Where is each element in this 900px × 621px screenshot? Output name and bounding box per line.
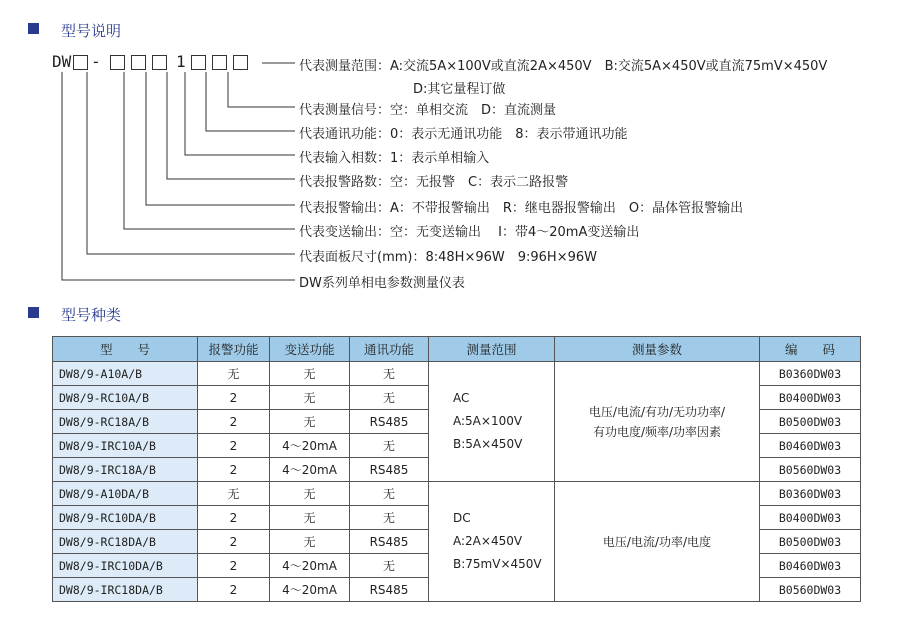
cell-alarm: 2 (198, 554, 270, 578)
code-prefix: DW (52, 52, 72, 71)
cell-alarm: 2 (198, 578, 270, 602)
desc-series: DW系列单相电参数测量仪表 (299, 276, 465, 291)
cell-transmit: 无 (270, 530, 350, 554)
cell-code: B0500DW03 (760, 410, 861, 434)
cell-transmit: 4～20mA (270, 578, 350, 602)
cell-code: B0360DW03 (760, 362, 861, 386)
cell-alarm: 2 (198, 458, 270, 482)
range-line: B:5A×450V (453, 437, 523, 451)
range-line: A:2A×450V (453, 534, 523, 548)
cell-params (555, 362, 760, 482)
code-fixed-digit: 1 (176, 52, 186, 71)
code-dash: - (91, 52, 101, 71)
desc-alarm-count: 代表报警路数：空：无报警 C：表示二路报警 (299, 175, 569, 190)
cell-transmit: 无 (270, 386, 350, 410)
header-range: 测量范围 (429, 337, 555, 362)
desc-comm: 代表通讯功能：0：表示无通讯功能 8：表示带通讯功能 (299, 127, 628, 142)
range-line: B:75mV×450V (453, 557, 542, 571)
cell-alarm: 无 (198, 362, 270, 386)
section-title-model-types (28, 304, 121, 325)
cell-transmit: 4～20mA (270, 554, 350, 578)
section-title-text: 型号说明 (61, 22, 122, 40)
cell-comm: RS485 (350, 530, 429, 554)
cell-model: DW8/9-IRC18A/B (53, 458, 198, 482)
cell-comm: RS485 (350, 410, 429, 434)
cell-comm: 无 (350, 506, 429, 530)
cell-model: DW8/9-RC10A/B (53, 386, 198, 410)
cell-transmit: 4～20mA (270, 434, 350, 458)
cell-comm: 无 (350, 554, 429, 578)
cell-comm: 无 (350, 362, 429, 386)
cell-code: B0460DW03 (760, 434, 861, 458)
cell-code: B0500DW03 (760, 530, 861, 554)
range-line: AC (453, 391, 470, 405)
desc-phase: 代表输入相数：1：表示单相输入 (299, 151, 490, 166)
cell-alarm: 2 (198, 506, 270, 530)
cell-comm: 无 (350, 434, 429, 458)
range-line: DC (453, 511, 471, 525)
cell-transmit: 无 (270, 506, 350, 530)
cell-alarm: 2 (198, 530, 270, 554)
desc-alarm-output: 代表报警输出：A：不带报警输出 R：继电器报警输出 O：晶体管报警输出 (299, 201, 744, 216)
desc-signal: 代表测量信号：空：单相交流 D：直流测量 (299, 103, 557, 118)
cell-transmit: 无 (270, 362, 350, 386)
header-params: 测量参数 (555, 337, 760, 362)
cell-range (429, 362, 555, 482)
params-line: 有功电度/频率/功率因素 (592, 424, 722, 439)
cell-comm: RS485 (350, 578, 429, 602)
params-line: 电压/电流/有功/无功功率/ (588, 404, 726, 419)
desc-range-custom: D:其它量程订做 (413, 82, 506, 97)
section-bullet-icon (28, 307, 39, 318)
cell-comm: 无 (350, 482, 429, 506)
cell-alarm: 2 (198, 386, 270, 410)
cell-alarm: 无 (198, 482, 270, 506)
cell-range (429, 482, 555, 602)
header-alarm: 报警功能 (198, 337, 270, 362)
section-title-text: 型号种类 (61, 306, 122, 324)
cell-comm: 无 (350, 386, 429, 410)
cell-comm: RS485 (350, 458, 429, 482)
cell-alarm: 2 (198, 410, 270, 434)
cell-model: DW8/9-IRC18DA/B (53, 578, 198, 602)
cell-model: DW8/9-IRC10DA/B (53, 554, 198, 578)
cell-model: DW8/9-A10A/B (53, 362, 198, 386)
cell-model: DW8/9-IRC10A/B (53, 434, 198, 458)
cell-code: B0360DW03 (760, 482, 861, 506)
range-line: A:5A×100V (453, 414, 523, 428)
table-row (53, 482, 861, 506)
cell-code: B0560DW03 (760, 458, 861, 482)
table-row (53, 362, 861, 386)
cell-model: DW8/9-RC18DA/B (53, 530, 198, 554)
cell-code: B0460DW03 (760, 554, 861, 578)
cell-transmit: 无 (270, 410, 350, 434)
cell-model: DW8/9-RC18A/B (53, 410, 198, 434)
cell-code: B0400DW03 (760, 506, 861, 530)
desc-transmit: 代表变送输出：空：无变送输出 I：带4～20mA变送输出 (299, 225, 640, 240)
params-line: 电压/电流/功率/电度 (602, 534, 712, 549)
header-model: 型 号 (53, 337, 198, 362)
desc-panel-size: 代表面板尺寸(mm)：8:48H×96W 9:96H×96W (299, 250, 597, 265)
header-code: 编 码 (760, 337, 861, 362)
cell-transmit: 无 (270, 482, 350, 506)
cell-code: B0400DW03 (760, 386, 861, 410)
cell-params (555, 482, 760, 602)
cell-code: B0560DW03 (760, 578, 861, 602)
model-table (52, 336, 861, 602)
cell-model: DW8/9-A10DA/B (53, 482, 198, 506)
header-comm: 通讯功能 (350, 337, 429, 362)
header-transmit: 变送功能 (270, 337, 350, 362)
table-header-row (53, 337, 861, 362)
cell-transmit: 4～20mA (270, 458, 350, 482)
desc-range: 代表测量范围：A:交流5A×100V或直流2A×450V B:交流5A×450V或直流75mV×450V (299, 59, 828, 74)
cell-model: DW8/9-RC10DA/B (53, 506, 198, 530)
cell-alarm: 2 (198, 434, 270, 458)
